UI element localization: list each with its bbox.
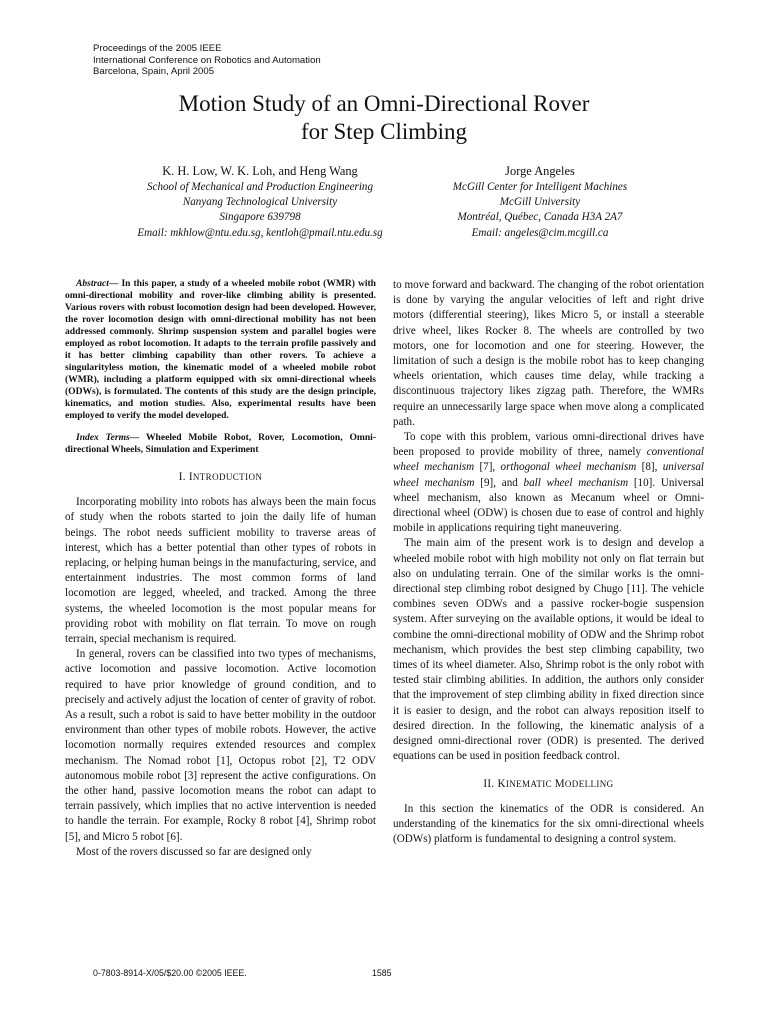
- author-email: Email: mkhlow@ntu.edu.sg, kentloh@pmail.ntu.edu.sg: [137, 226, 383, 239]
- right-column: [393, 278, 704, 847]
- proceedings-line: Barcelona, Spain, April 2005: [93, 66, 215, 78]
- body-paragraph: In general, rovers can be classified into two types of mechanisms, active locomotion and passive locomotion. Active locomotion required to have prior knowledge of ground condition, and to precisely and actively adjust the location of center of gravity of robot. As a result, such a robot is said to have better mobility in the outdoor environment than other types of mobile robots. However, the active locomotion normally requires extended resources and complex mechanism. The Nomad robot [1], Octopus robot [2], T2 ODV autonomous mobile robot [3] represent the active configurations. On the other hand, passive locomotion means the robot can adapt to terrain passively, which implies that no active intervention is needed to handle the terrain. For example, Rocky 8 robot [4], Shrimp robot [5], and Micro 5 robot [6].: [65, 648, 376, 843]
- section-heading-kinematic-modelling: II. KINEMATIC MODELLING: [483, 777, 614, 790]
- index-terms-label: Index Terms—: [76, 432, 140, 443]
- proceedings-line: Proceedings of the 2005 IEEE: [93, 43, 222, 54]
- abstract: [65, 278, 376, 422]
- abstract-text: In this paper, a study of a wheeled mobile robot (WMR) with omni-directional mobility and rover-like climbing ability is presented. Various rovers with robust locomotion design had been developed. However, the rover locomotion design with omni-directional mobility has not been addressed commonly. Shrimp suspension system and parallel bogies were employed as robot locomotion. It adapts to the terrain profile passively and it has better climbing capability than other rovers. To achieve a singularityless motion, the kinematic model of a wheeled mobile robot (WMR), including a platform equipped with six omni-directional wheels (ODWs), is formulated. The contents of this study are the design principle, kinematics, and motion studies. Also, experimental results have been employed to verify the model developed.: [65, 278, 376, 421]
- affiliation-line: McGill Center for Intelligent Machines: [452, 181, 628, 193]
- left-column: [65, 278, 376, 860]
- author-block-ntu: [90, 163, 430, 241]
- affiliation-line: Montréal, Québec, Canada H3A 2A7: [457, 211, 623, 224]
- author-names: K. H. Low, W. K. Loh, and Heng Wang: [162, 164, 358, 178]
- body-paragraph: The main aim of the present work is to design and develop a wheeled mobile robot with high mobility not only on flat terrain but also on undulating terrain. One of the similar works is the omni-directional step climbing robot designed by Chugo [11]. The vehicle combines seven ODWs and a passive rocker-bogie suspension system. After surveying on the available options, it would be ideal to combine the omni-directional mobility of ODW and the Shrimp robot mechanism, which provides the best step climbing capability, two times of its wheel diameter. Also, Shrimp robot is the only robot with tested stair climbing abilities. In addition, the authors only consider that the improvement of step climbing ability in fixed direction since it is easier to design, and the robot can always reposition itself to desired direction. In the following, the kinematic analysis of a designed omni-directional rover (ODR) is presented. The derived equations can be used in position feedback control.: [393, 537, 704, 763]
- body-paragraph: Most of the rovers discussed so far are designed only: [76, 845, 312, 858]
- index-terms-text: Wheeled Mobile Robot, Rover, Locomotion, Omni-directional Wheels, Simulation and Experiment: [65, 432, 376, 455]
- affiliation-line: School of Mechanical and Production Engineering: [146, 181, 374, 193]
- body-paragraph: To cope with this problem, various omni-directional drives have been proposed to provide mobility of three, namely conventional wheel mechanism [7], orthogonal wheel mechanism [8], universal wheel mechanism [9], and ball wheel mechanism [10]. Universal wheel mechanism, also known as Mecanum wheel or Omni-directional wheel (ODW) is chosen due to ease of control and highly mobile in applications requiring tight maneuvering.: [393, 431, 705, 535]
- author-block-mcgill: [410, 163, 670, 241]
- title-line: for Step Climbing: [300, 119, 468, 144]
- affiliation-line: Singapore 639798: [219, 211, 301, 224]
- abstract-label: Abstract—: [76, 278, 119, 289]
- proceedings-line: International Conference on Robotics and Automation: [93, 54, 321, 66]
- proceedings-header: [93, 43, 321, 78]
- body-paragraph: In this section the kinematics of the ODR is considered. An understanding of the kinematics for the six omni-directional wheels (ODWs) platform is fundamental to designing a control system.: [393, 802, 704, 846]
- paper-title: [0, 90, 768, 146]
- affiliation-line: McGill University: [499, 196, 581, 209]
- copyright-notice: 0-7803-8914-X/05/$20.00 ©2005 IEEE.: [93, 968, 247, 978]
- body-paragraph: Incorporating mobility into robots has always been the main focus of study when the robots started to join the daily life of human beings. The robot needs sufficient mobility to traverse areas of interest, which has a better potential than other types of robots in replacing, or helping human beings in the manufacturing, service, and entertainment industries. The most common forms of land locomotion are legged, wheeled, and tracked. Among the three systems, the wheeled locomotion is the most popular means for providing robot with mobility on flat terrain. To move on rough terrain, special mechanism is required.: [65, 496, 376, 646]
- affiliation-line: Nanyang Technological University: [182, 196, 338, 209]
- title-line: Motion Study of an Omni-Directional Rover: [178, 91, 590, 116]
- index-terms: [65, 432, 376, 456]
- author-email: Email: angeles@cim.mcgill.ca: [471, 226, 609, 239]
- author-names: Jorge Angeles: [505, 164, 575, 178]
- section-heading-introduction: I. INTRODUCTION: [178, 471, 263, 483]
- page-number: 1585: [372, 968, 392, 978]
- body-paragraph: to move forward and backward. The changing of the robot orientation is done by varying the angular velocities of left and right drive motors (differential steering), likes Micro 5, or install a steerable drive wheel, likes Rocker 8. The wheels are controlled by two motors, one for locomotion and one for steering. However, the limitation of such a design is the mobile robot has to keep changing wheels orientation, which causes time delay, while tracking a discontinuous trajectory likes zigzag path. Therefore, the WMRs require an unnecessarily large space when move along a complicated path.: [393, 279, 704, 428]
